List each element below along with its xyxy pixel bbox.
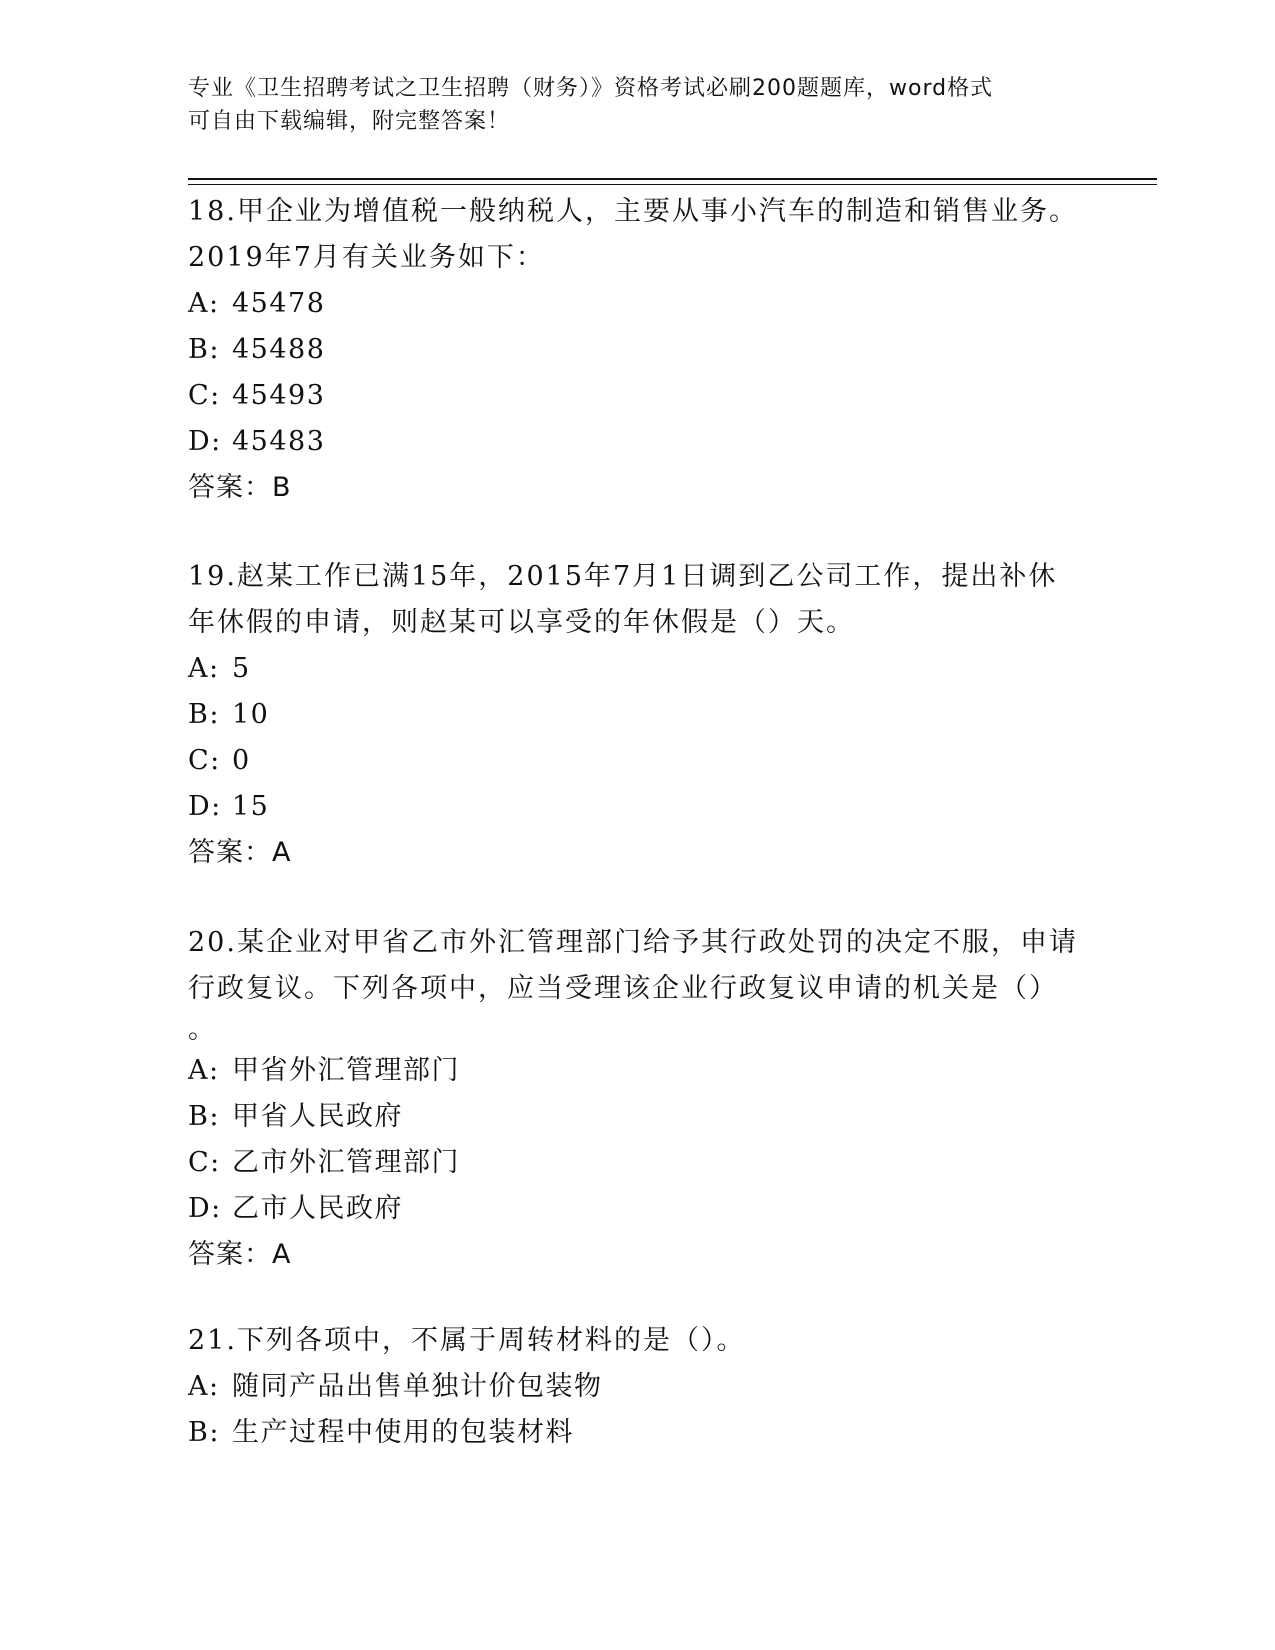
option-letter: D: (188, 1193, 222, 1224)
option-text: 45478 (232, 288, 326, 319)
option-letter: D: (188, 426, 222, 457)
option-text: 甲省外汇管理部门 (232, 1055, 460, 1086)
answer-line: 答案：B (188, 472, 292, 503)
option-letter: C: (188, 1147, 221, 1178)
option-text: 45483 (232, 426, 326, 457)
option-b (188, 327, 1088, 373)
option-text: 45493 (232, 380, 326, 411)
document-header (188, 72, 1088, 138)
option-b (188, 1094, 1088, 1140)
option-text: 乙市外汇管理部门 (232, 1147, 460, 1178)
option-b (188, 692, 1088, 738)
option-letter: D: (188, 791, 222, 822)
option-text: 随同产品出售单独计价包装物 (232, 1371, 603, 1402)
option-a (188, 646, 1088, 692)
option-text: 生产过程中使用的包装材料 (232, 1417, 574, 1448)
question-stem-line: 2019年7月有关业务如下： (188, 242, 545, 273)
option-d (188, 784, 1088, 830)
option-a (188, 1048, 1088, 1094)
question-stem-line: 。 (188, 1014, 217, 1045)
option-text: 乙市人民政府 (232, 1193, 403, 1224)
option-c (188, 1140, 1088, 1186)
option-text: 0 (232, 745, 251, 776)
option-text: 15 (232, 791, 270, 822)
answer-line: 答案：A (188, 1239, 292, 1270)
option-letter: A: (188, 1055, 220, 1086)
question-20 (188, 920, 1088, 1278)
option-letter: B: (188, 334, 220, 365)
option-letter: A: (188, 288, 220, 319)
option-letter: B: (188, 1417, 220, 1448)
answer-line: 答案：A (188, 837, 292, 868)
question-stem-line: 20.某企业对甲省乙市外汇管理部门给予其行政处罚的决定不服，申请 (188, 927, 1078, 958)
header-divider-thin (188, 184, 1157, 185)
option-letter: A: (188, 1371, 220, 1402)
question-21 (188, 1318, 1088, 1456)
option-d (188, 419, 1088, 465)
question-stem-line: 行政复议。下列各项中，应当受理该企业行政复议申请的机关是（） (188, 973, 1058, 1004)
option-text: 45488 (232, 334, 326, 365)
question-stem-line: 19.赵某工作已满15年，2015年7月1日调到乙公司工作，提出补休 (188, 561, 1058, 592)
question-stem-line: 21.下列各项中，不属于周转材料的是（）。 (188, 1325, 746, 1356)
option-a (188, 1364, 1088, 1410)
question-19 (188, 554, 1088, 876)
option-text: 5 (232, 653, 251, 684)
option-a (188, 281, 1088, 327)
option-c (188, 373, 1088, 419)
option-text: 10 (232, 699, 270, 730)
question-stem-line: 年休假的申请，则赵某可以享受的年休假是（）天。 (188, 607, 855, 638)
option-letter: A: (188, 653, 220, 684)
header-line-1: 专业《卫生招聘考试之卫生招聘（财务）》资格考试必刷200题题库，word格式 (188, 76, 994, 101)
option-c (188, 738, 1088, 784)
header-line-2: 可自由下载编辑，附完整答案！ (188, 109, 511, 134)
option-b (188, 1410, 1088, 1456)
option-letter: C: (188, 380, 221, 411)
question-18 (188, 189, 1088, 511)
option-d (188, 1186, 1088, 1232)
option-text: 甲省人民政府 (232, 1101, 403, 1132)
question-stem-line: 18.甲企业为增值税一般纳税人，主要从事小汽车的制造和销售业务。 (188, 196, 1078, 227)
option-letter: B: (188, 699, 220, 730)
option-letter: C: (188, 745, 221, 776)
header-divider-thick (188, 178, 1157, 180)
option-letter: B: (188, 1101, 220, 1132)
